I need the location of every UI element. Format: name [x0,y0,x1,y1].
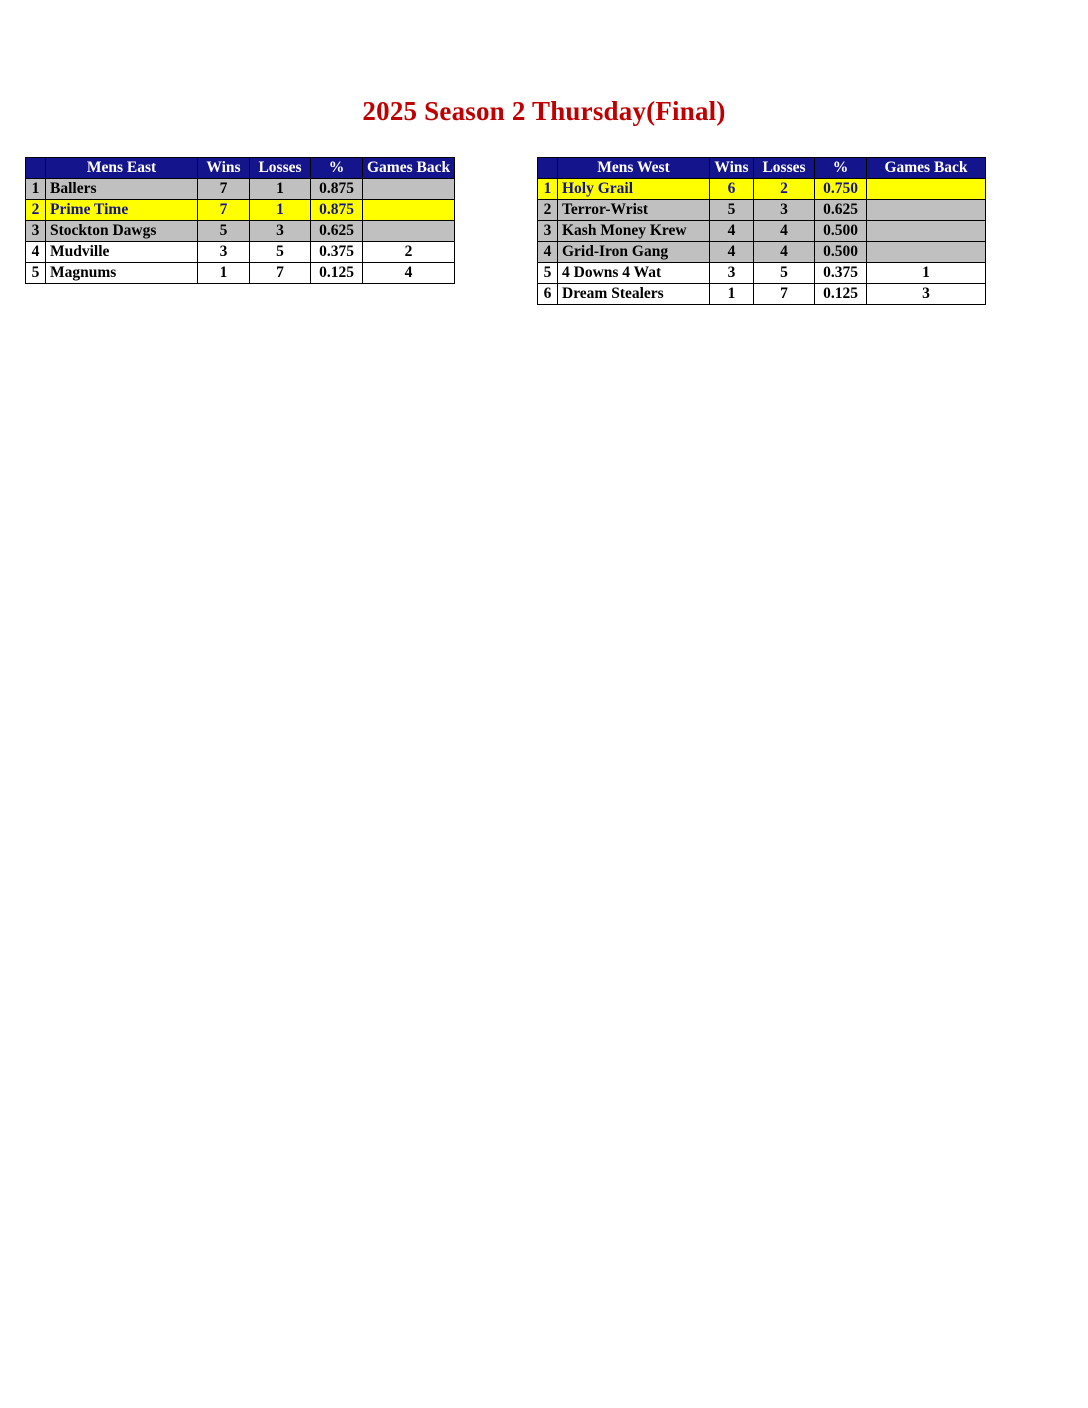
column-header-percent: % [311,158,363,179]
cell-percent: 0.500 [815,221,867,242]
cell-percent: 0.500 [815,242,867,263]
cell-team: Stockton Dawgs [46,221,198,242]
cell-losses: 5 [754,263,815,284]
cell-rank: 1 [538,179,558,200]
table-row [26,200,455,221]
cell-team: Prime Time [46,200,198,221]
cell-losses: 5 [250,242,311,263]
cell-losses: 1 [250,200,311,221]
table-row [26,263,455,284]
cell-games-back [867,221,986,242]
cell-games-back [363,221,455,242]
table-row [538,179,986,200]
cell-losses: 7 [754,284,815,305]
column-header-wins: Wins [198,158,250,179]
cell-rank: 1 [26,179,46,200]
table-row [538,242,986,263]
standings-table-mens-east [25,157,455,284]
column-header-games-back: Games Back [867,158,986,179]
cell-games-back [867,200,986,221]
page-title: 2025 Season 2 Thursday(Final) [362,96,726,126]
cell-losses: 3 [250,221,311,242]
cell-percent: 0.375 [815,263,867,284]
cell-wins: 7 [198,200,250,221]
cell-rank: 2 [26,200,46,221]
cell-wins: 7 [198,179,250,200]
cell-losses: 7 [250,263,311,284]
cell-games-back: 1 [867,263,986,284]
cell-rank: 3 [26,221,46,242]
cell-percent: 0.125 [815,284,867,305]
cell-games-back [867,242,986,263]
cell-team: Terror-Wrist [558,200,710,221]
cell-team: Magnums [46,263,198,284]
table-header-row [538,158,986,179]
cell-team: Grid-Iron Gang [558,242,710,263]
column-header-rank [538,158,558,179]
cell-rank: 4 [538,242,558,263]
cell-team: Mudville [46,242,198,263]
table-row [26,221,455,242]
cell-losses: 4 [754,221,815,242]
table-row [26,242,455,263]
column-header-losses: Losses [754,158,815,179]
cell-wins: 4 [710,221,754,242]
cell-rank: 4 [26,242,46,263]
table-row [26,179,455,200]
cell-games-back [363,179,455,200]
cell-games-back [363,200,455,221]
cell-losses: 4 [754,242,815,263]
cell-team: Holy Grail [558,179,710,200]
cell-losses: 2 [754,179,815,200]
cell-team: Dream Stealers [558,284,710,305]
table-row [538,263,986,284]
cell-team: Kash Money Krew [558,221,710,242]
cell-games-back [867,179,986,200]
cell-losses: 3 [754,200,815,221]
table-row [538,200,986,221]
table-row [538,284,986,305]
cell-rank: 2 [538,200,558,221]
cell-losses: 1 [250,179,311,200]
cell-team: Ballers [46,179,198,200]
column-header-division: Mens West [558,158,710,179]
cell-wins: 6 [710,179,754,200]
column-header-rank [26,158,46,179]
cell-wins: 3 [198,242,250,263]
column-header-wins: Wins [710,158,754,179]
standings-table-mens-west [537,157,986,305]
cell-wins: 1 [710,284,754,305]
cell-rank: 5 [538,263,558,284]
cell-team: 4 Downs 4 Wat [558,263,710,284]
cell-percent: 0.125 [311,263,363,284]
cell-percent: 0.625 [815,200,867,221]
column-header-percent: % [815,158,867,179]
cell-percent: 0.875 [311,179,363,200]
cell-games-back: 3 [867,284,986,305]
cell-percent: 0.750 [815,179,867,200]
table-header-row [26,158,455,179]
cell-rank: 6 [538,284,558,305]
cell-wins: 5 [198,221,250,242]
cell-games-back: 4 [363,263,455,284]
cell-rank: 3 [538,221,558,242]
cell-percent: 0.875 [311,200,363,221]
cell-percent: 0.375 [311,242,363,263]
cell-percent: 0.625 [311,221,363,242]
cell-rank: 5 [26,263,46,284]
column-header-losses: Losses [250,158,311,179]
cell-games-back: 2 [363,242,455,263]
table-row [538,221,986,242]
column-header-division: Mens East [46,158,198,179]
column-header-games-back: Games Back [363,158,455,179]
cell-wins: 1 [198,263,250,284]
cell-wins: 4 [710,242,754,263]
cell-wins: 3 [710,263,754,284]
cell-wins: 5 [710,200,754,221]
